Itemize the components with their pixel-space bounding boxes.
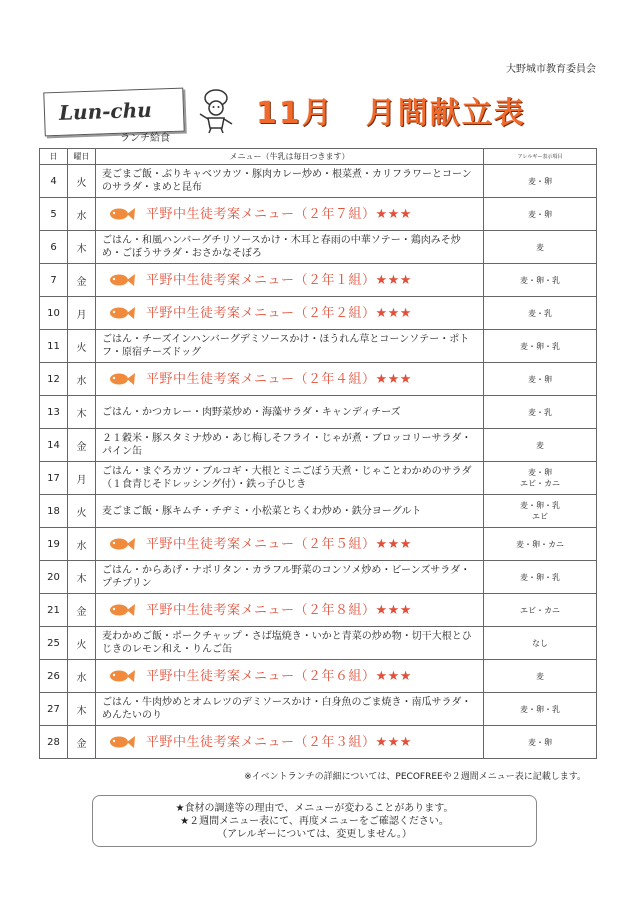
header-menu: メニュー（牛乳は毎日つきます） bbox=[96, 149, 484, 165]
allergy-line: なし bbox=[532, 638, 548, 648]
day-cell: 12 bbox=[40, 363, 68, 396]
logo-subtitle: ランチ給食 bbox=[120, 133, 170, 144]
allergy-cell bbox=[484, 660, 597, 693]
weekday-cell: 月 bbox=[68, 297, 96, 330]
notice-line: ★食材の調達等の理由で、メニューが変わることがあります。 bbox=[175, 803, 454, 814]
allergy-line: 麦・卵・乳 bbox=[520, 572, 560, 582]
table-row bbox=[40, 198, 597, 231]
fish-icon bbox=[108, 734, 136, 750]
footnote: ※イベントランチの詳細については、PECOFREEや２週間メニュー表に記載します。 bbox=[244, 772, 586, 782]
day-cell: 4 bbox=[40, 165, 68, 198]
weekday-cell: 火 bbox=[68, 165, 96, 198]
logo-text: Lun-chu bbox=[58, 97, 153, 125]
day-cell: 21 bbox=[40, 594, 68, 627]
day-cell: 11 bbox=[40, 330, 68, 363]
weekday-cell: 水 bbox=[68, 660, 96, 693]
allergy-line: 麦・卵・乳 bbox=[520, 501, 560, 510]
allergy-cell bbox=[484, 726, 597, 759]
weekday-cell: 火 bbox=[68, 330, 96, 363]
weekday-cell: 水 bbox=[68, 528, 96, 561]
allergy-line: 麦・卵・乳 bbox=[520, 275, 560, 285]
table-row bbox=[40, 627, 597, 660]
menu-cell bbox=[96, 297, 484, 330]
weekday-cell: 火 bbox=[68, 495, 96, 528]
weekday-cell: 金 bbox=[68, 429, 96, 462]
weekday-cell: 金 bbox=[68, 726, 96, 759]
menu-cell: ごはん・チーズインハンバーグデミソースかけ・ほうれん草とコーンソテー・ポトフ・原宿チーズドッグ bbox=[96, 330, 484, 363]
allergy-line: 麦・乳 bbox=[528, 407, 552, 417]
allergy-cell bbox=[484, 462, 597, 495]
allergy-cell bbox=[484, 165, 597, 198]
allergy-line: 麦・卵 bbox=[528, 209, 552, 219]
notice-box bbox=[92, 795, 537, 847]
day-cell: 26 bbox=[40, 660, 68, 693]
allergy-line: エビ・カニ bbox=[520, 605, 560, 615]
menu-cell bbox=[96, 660, 484, 693]
table-row bbox=[40, 594, 597, 627]
table-row bbox=[40, 330, 597, 363]
day-cell: 20 bbox=[40, 561, 68, 594]
menu-cell: ごはん・牛肉炒めとオムレツのデミソースかけ・白身魚のごま焼き・南瓜サラダ・めんたいのり bbox=[96, 693, 484, 726]
allergy-cell bbox=[484, 627, 597, 660]
student-menu-text: 平野中生徒考案メニュー（２年４組）★★★ bbox=[146, 371, 412, 387]
notice-line: （アレルギーについては、変更しません。） bbox=[217, 829, 412, 840]
table-row bbox=[40, 660, 597, 693]
day-cell: 25 bbox=[40, 627, 68, 660]
menu-cell bbox=[96, 363, 484, 396]
header-weekday: 曜日 bbox=[68, 149, 96, 165]
weekday-cell: 木 bbox=[68, 693, 96, 726]
allergy-cell bbox=[484, 396, 597, 429]
allergy-cell bbox=[484, 231, 597, 264]
table-row bbox=[40, 396, 597, 429]
table-row bbox=[40, 363, 597, 396]
header-allergy: アレルギー表示項目 bbox=[484, 149, 597, 165]
menu-cell: ごはん・からあげ・ナポリタン・カラフル野菜のコンソメ炒め・ビーンズサラダ・プチプリン bbox=[96, 561, 484, 594]
menu-cell: 麦ごまご飯・豚キムチ・チヂミ・小松菜とちくわ炒め・鉄分ヨーグルト bbox=[96, 495, 484, 528]
table-row bbox=[40, 165, 597, 198]
allergy-line: 麦 bbox=[536, 671, 544, 681]
day-cell: 17 bbox=[40, 462, 68, 495]
menu-cell: ２１穀米・豚スタミナ炒め・あじ梅しそフライ・じゃが煮・ブロッコリーサラダ・パイン缶 bbox=[96, 429, 484, 462]
allergy-line: 麦 bbox=[536, 242, 544, 252]
day-cell: 7 bbox=[40, 264, 68, 297]
allergy-line: 麦・乳 bbox=[528, 308, 552, 318]
allergy-cell bbox=[484, 528, 597, 561]
table-row bbox=[40, 726, 597, 759]
allergy-cell bbox=[484, 363, 597, 396]
allergy-cell bbox=[484, 693, 597, 726]
menu-cell: ごはん・かつカレー・肉野菜炒め・海藻サラダ・キャンディチーズ bbox=[96, 396, 484, 429]
table-row bbox=[40, 693, 597, 726]
table-row bbox=[40, 495, 597, 528]
weekday-cell: 木 bbox=[68, 561, 96, 594]
weekday-cell: 金 bbox=[68, 594, 96, 627]
day-cell: 28 bbox=[40, 726, 68, 759]
menu-cell bbox=[96, 594, 484, 627]
allergy-cell bbox=[484, 198, 597, 231]
student-menu-text: 平野中生徒考案メニュー（２年５組）★★★ bbox=[146, 536, 412, 552]
menu-cell bbox=[96, 726, 484, 759]
weekday-cell: 木 bbox=[68, 396, 96, 429]
fish-icon bbox=[108, 536, 136, 552]
allergy-cell bbox=[484, 561, 597, 594]
student-menu-text: 平野中生徒考案メニュー（２年１組）★★★ bbox=[146, 272, 412, 288]
table-row bbox=[40, 561, 597, 594]
allergy-line: 麦・卵 bbox=[528, 737, 552, 747]
allergy-cell bbox=[484, 297, 597, 330]
menu-cell: ごはん・和風ハンバーグチリソースかけ・木耳と春雨の中華ソテー・鶏肉みそ炒め・ごぼうサラダ・おさかなそぼろ bbox=[96, 231, 484, 264]
allergy-line: 麦・卵・乳 bbox=[520, 704, 560, 714]
fish-icon bbox=[108, 602, 136, 618]
table-row bbox=[40, 297, 597, 330]
page-title: 11月 月間献立表 bbox=[256, 96, 526, 131]
student-menu-text: 平野中生徒考案メニュー（２年２組）★★★ bbox=[146, 305, 412, 321]
day-cell: 6 bbox=[40, 231, 68, 264]
student-menu-text: 平野中生徒考案メニュー（２年７組）★★★ bbox=[146, 206, 412, 222]
issuer: 大野城市教育委員会 bbox=[506, 64, 596, 75]
allergy-line: 麦 bbox=[536, 440, 544, 450]
allergy-line: 麦・卵 bbox=[528, 176, 552, 186]
day-cell: 5 bbox=[40, 198, 68, 231]
allergy-line: エビ bbox=[532, 512, 548, 521]
day-cell: 14 bbox=[40, 429, 68, 462]
menu-cell bbox=[96, 528, 484, 561]
allergy-cell bbox=[484, 330, 597, 363]
allergy-cell bbox=[484, 429, 597, 462]
menu-cell bbox=[96, 264, 484, 297]
table-row bbox=[40, 528, 597, 561]
table-row bbox=[40, 264, 597, 297]
menu-table bbox=[39, 148, 597, 759]
table-row bbox=[40, 231, 597, 264]
weekday-cell: 金 bbox=[68, 264, 96, 297]
menu-cell bbox=[96, 198, 484, 231]
header-day: 日 bbox=[40, 149, 68, 165]
allergy-line: 麦・卵・乳 bbox=[520, 341, 560, 351]
table-row bbox=[40, 462, 597, 495]
weekday-cell: 火 bbox=[68, 627, 96, 660]
fish-icon bbox=[108, 272, 136, 288]
menu-cell: 麦ごまご飯・ぶりキャベツカツ・豚肉カレー炒め・根菜煮・カリフラワーとコーンのサラダ・まめと昆布 bbox=[96, 165, 484, 198]
allergy-line: 麦・卵 bbox=[528, 374, 552, 384]
student-menu-text: 平野中生徒考案メニュー（２年６組）★★★ bbox=[146, 668, 412, 684]
allergy-line: 麦・卵 bbox=[528, 468, 552, 477]
weekday-cell: 木 bbox=[68, 231, 96, 264]
day-cell: 18 bbox=[40, 495, 68, 528]
allergy-cell bbox=[484, 264, 597, 297]
menu-cell: ごはん・まぐろカツ・ブルコギ・大根とミニごぼう天煮・じゃことわかめのサラダ（１食青じそドレッシング付）・鉄っ子ひじき bbox=[96, 462, 484, 495]
allergy-cell bbox=[484, 495, 597, 528]
table-header bbox=[40, 149, 597, 165]
weekday-cell: 水 bbox=[68, 363, 96, 396]
day-cell: 13 bbox=[40, 396, 68, 429]
allergy-line: エビ・カニ bbox=[520, 479, 560, 488]
weekday-cell: 月 bbox=[68, 462, 96, 495]
fish-icon bbox=[108, 206, 136, 222]
menu-cell: 麦わかめご飯・ポークチャップ・さば塩焼き・いかと青菜の炒め物・切干大根とひじきのレモン和え・りんご缶 bbox=[96, 627, 484, 660]
day-cell: 19 bbox=[40, 528, 68, 561]
fish-icon bbox=[108, 668, 136, 684]
notice-line: ★２週間メニュー表にて、再度メニューをご確認ください。 bbox=[180, 816, 449, 827]
student-menu-text: 平野中生徒考案メニュー（２年８組）★★★ bbox=[146, 602, 412, 618]
allergy-cell bbox=[484, 594, 597, 627]
table-row bbox=[40, 429, 597, 462]
day-cell: 27 bbox=[40, 693, 68, 726]
day-cell: 10 bbox=[40, 297, 68, 330]
fish-icon bbox=[108, 371, 136, 387]
fish-icon bbox=[108, 305, 136, 321]
allergy-line: 麦・卵・カニ bbox=[516, 539, 564, 549]
weekday-cell: 水 bbox=[68, 198, 96, 231]
mascot-icon bbox=[196, 88, 236, 134]
student-menu-text: 平野中生徒考案メニュー（２年３組）★★★ bbox=[146, 734, 412, 750]
